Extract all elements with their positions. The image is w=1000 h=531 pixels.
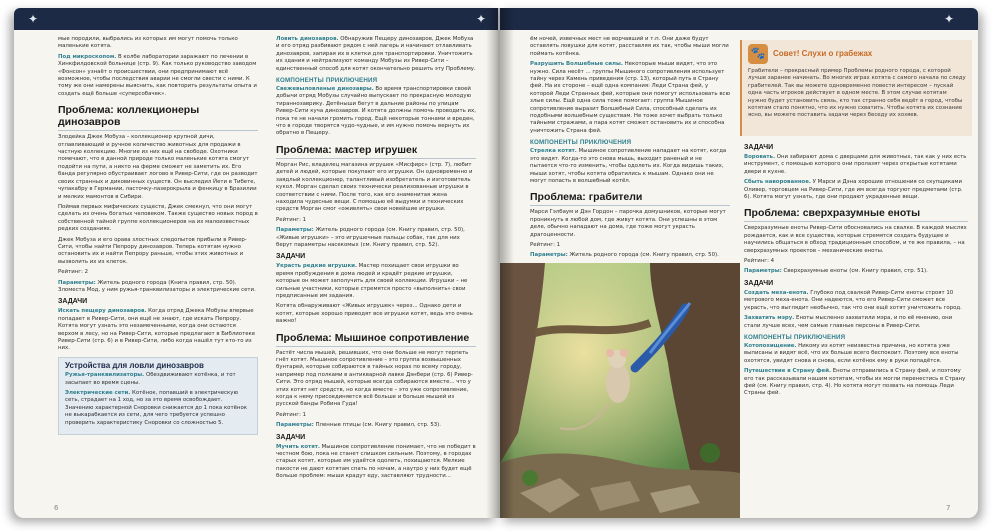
params bbox=[744, 268, 968, 275]
problem-text: Марси Гэлбаум и Дэн Гордон – парочка домушников, которые могут проникнуть в любой дом, где живут котята. Они успешны в этом деле, обычно нападают на дома, где тоже могут украсть драгоценности. bbox=[530, 209, 726, 238]
task-text: Глубоко под свалкой Ривер-Сити еноты строят 10 метрового меха-енота. Они надеются, что его Ривер-Сити сможет все украсть, что выглядит необычно, так что они ещё хотят уничтожить город. bbox=[744, 289, 962, 311]
component-lead: Путешествие в Страну фей. bbox=[744, 368, 832, 375]
task-text: Еноты мысленно захватили мэра, и по её мнению, они стали лучше всех, чем самые главные персоны в Ривер-Сити. bbox=[744, 315, 953, 329]
problem-text: Растёт числа мышей, решивших, что они больше не могут терпеть гнёт котят. Мышиное сопротивление – это группа возвышенных бунтарей, которые собираются в тайных норах по всему городу, например под полками в антикварной лавке Дэнбери (стр. 6) Ривер-Сити. Это отряд мышей, которые всегда собираются вместе... что у этих котят нет средств, но когда вместе – это уже сопротивление, когда к нему присоединяется всё больше и больше мышей из русской банды Робина Гуда! bbox=[276, 349, 473, 408]
paragraph-text: Обнаружив Пещеру динозавров, Джек Мобуза и его отряд разбивают рядом с ней лагерь и начинают отлавливать динозавров, запирая их в клетки для транспортировки. Уничтожить их здания и нейтрализуют команду Мобузы из Ривер-Сити – единственный способ для котят окончательно решить эту Проблему. bbox=[276, 36, 476, 72]
illustration-art bbox=[500, 263, 740, 518]
page-number: 6 bbox=[54, 504, 59, 512]
component bbox=[744, 343, 968, 365]
task bbox=[744, 179, 968, 201]
params-label: Параметры: bbox=[744, 268, 782, 275]
rating: Рейтинг: 1 bbox=[276, 216, 307, 223]
box-item-text: Обездвиживают котёнка, и тот засыпает во время сцены. bbox=[65, 372, 236, 386]
problem-heading: Проблема: Мышиное сопротивление bbox=[276, 332, 476, 347]
right-column-2 bbox=[744, 140, 968, 401]
components-heading: КОМПОНЕНТЫ ПРИКЛЮЧЕНИЯ bbox=[276, 77, 378, 85]
rating: Рейтинг: 2 bbox=[58, 269, 89, 276]
task bbox=[744, 154, 968, 176]
component-text: Еноты отправились в Страну фей, и поэтому его так рассказывали нашим котятам, чтобы их могли перенестись в Страну фей (см. Книгу правил, стр. 4). Но котята могут позвать на помощь Леди Страны фей. bbox=[744, 368, 966, 397]
problem-heading: Проблема: мастер игрушек bbox=[276, 144, 476, 159]
tip-heading: Совет! Слухи о грабежах bbox=[773, 49, 873, 59]
component bbox=[530, 148, 730, 185]
left-page bbox=[14, 8, 498, 518]
rating: Рейтинг: 1 bbox=[530, 241, 561, 248]
params-text: Житель родного города (см. Книгу правил, стр. 50), «Живые игрушки» – это игрушечные пальцы собак, так для них берут параметры насекомых (см. Книгу правил, стр. 52). bbox=[276, 227, 465, 248]
task-lead: Искать пещеру динозавров. bbox=[58, 308, 147, 315]
task-text: У Марси и Дэна хорошие отношения со скупщиками Оливер, торговцем на Ривер-Сити, где им всегда торгуют предметами (стр. 6). Котята могут узнать, где они продают украденные вещи. bbox=[744, 179, 963, 201]
intro-text: мые породили, выбрались из которых им могут помочь только маленькие котята. bbox=[58, 36, 238, 50]
left-column-2 bbox=[276, 36, 476, 484]
task-lead: Мучить котят. bbox=[276, 443, 320, 450]
params-text: Пленные птицы (см. Книгу правил, стр. 53). bbox=[315, 422, 441, 429]
star-ornament-icon: ✦ bbox=[944, 12, 955, 26]
tasks-heading: ЗАДАЧИ bbox=[744, 279, 774, 287]
task-text: Они забирают дома с дверцами для животных, так как у них есть инструмент, с помощью которого они пролазят через открытые котятами двери в кухне. bbox=[744, 154, 967, 175]
task-lead: Захватить мэру. bbox=[744, 315, 795, 322]
sidebar-box bbox=[58, 357, 258, 435]
params-label: Параметры: bbox=[276, 227, 314, 234]
left-top-band bbox=[14, 8, 498, 30]
paragraph-text: В колбе лаборатории заражают по лечении в Хинкфилдовской больнице (стр. 9). Как только руководство заводом «Фонсон» узнаёт о происшествии, они предпринимают всё возможное, чтобы последствия аварии не смогли свести с ними. К тому же они намерены выяснить, как повторить результаты опыта и создать ещё больше «суперсобачек». bbox=[58, 53, 257, 97]
components-heading: КОМПОНЕНТЫ ПРИКЛЮЧЕНИЯ bbox=[530, 139, 632, 147]
params-label: Параметры: bbox=[530, 252, 568, 259]
box-item bbox=[65, 372, 251, 387]
task bbox=[744, 315, 968, 330]
star-ornament-icon: ✦ bbox=[476, 12, 487, 26]
paragraph-lead: Под микроскопом. bbox=[58, 53, 117, 60]
task-text: Мышиное сопротивление понимает, что не победит в честном бою, пока не станет слишком сильным. Поэтому, в городах старых котят, которые им удаётся одолеть, похищаются. Мелкие пакости не дают котятам спать по ночам, а наутро у них будет ещё больше проблем: мыши крадут еду, заставляют трудности... bbox=[276, 443, 476, 480]
box-item bbox=[65, 390, 251, 427]
box-item-lead: Ружья-транквилизаторы. bbox=[65, 372, 145, 379]
params bbox=[58, 280, 258, 295]
mouse-forest-illustration bbox=[500, 263, 740, 518]
task-text: Когда отряд Джека Мобузы впервые попадает в Ривер-Сити, они ещё не знают, где искать Пепрору. Котята могут узнать это незамеченными, когда они остаются верхом в лесу, но на Ривер-Сити, которые предлагают в Библиотеке Ривер-Сити (стр. 6) и в Ривер-Сити, либо когда нашёл тут кто-то из них. bbox=[58, 308, 256, 352]
paragraph-lead: Ловить динозавров. bbox=[276, 36, 339, 42]
component-text: Никому из котят неизвестна причина, но котята уже выписаны и видят всё, что их больше всего беспокоит. Поэтому все еноты охотятся, увидят снова и снова, если котёнок ему в руки попадётся. bbox=[744, 342, 959, 364]
right-page bbox=[500, 8, 978, 518]
problem-text: Джек Мобуза и его орава злостных следопытов прибыли в Ривер-Сити, чтобы найти Пепрору динозавров. Теперь котятам нужно остановить их и найти Пепрору раньше, чтобы этих животных и вызволить их из клеток. bbox=[58, 236, 247, 265]
page-number: 7 bbox=[946, 504, 951, 512]
task-lead: Создать меха-енота. bbox=[744, 289, 809, 296]
component-text: Мышиное сопротивление нападает на котят, когда это видят. Когда-то это снова мышь, выходит раненый и не пытается что-то изменить, чтобы одолеть их. Когда видишь таких, мыши хотят, чтобы котята обратились к мышам. Однако они не могут попасть в волшебный котёл. bbox=[530, 148, 727, 184]
task bbox=[276, 444, 476, 481]
tip-text: Грабители – прекрасный пример Проблемы родного города, с которой лучше заранее начинать. Во многих играх котята с самого начала по следу грабителей. Так вы можете одновременно повести интересом – пускай одна часть игроков действует в одном месте. В этом случае котятам нужно будет установить связь, кто так странно себя ведёт в город, чтобы котятам стало понятно, что их нужно схватить. Чтобы котята их сознание ясно, вы можете поставить задачи через беседу их хозяев. bbox=[748, 68, 966, 119]
problem-heading: Проблема: сверхразумные еноты bbox=[744, 207, 968, 222]
params-text: Житель родного города (см. Книгу правил, стр. 50). bbox=[569, 252, 719, 259]
component-lead: Свежевыловленые динозавры. bbox=[276, 86, 374, 93]
tasks-heading: ЗАДАЧИ bbox=[58, 298, 88, 306]
task-text: Мастер похищает свои игрушки во время пробуждения в дома людей и крадёт редкие игрушки, которые он может заполучить для своей коллекции. Игрушки – не сильные участники, которые стремятся просто «выполнить» свои предписанные им задания. bbox=[276, 263, 468, 299]
params-text: Сверхразумные еноты (см. Книгу правил, стр. 51). bbox=[783, 268, 928, 275]
left-column-1 bbox=[58, 36, 258, 435]
params bbox=[530, 252, 730, 259]
paragraph bbox=[530, 61, 730, 135]
component bbox=[744, 368, 968, 398]
tasks-heading: ЗАДАЧИ bbox=[276, 253, 306, 261]
task-lead: Воровать. bbox=[744, 154, 776, 160]
component-text: Во время транспортировки своей добычи отряд Мобузы случайно выпускает по прекрасную молодую тираннозаврику. Детёныши бегут в дальние районы по улицам Ривер-Сити куча динозавров. И котята должны помочь проводить их, пока те не начали громить город. Ещё некоторые тоннами и вреден, что в городе творятся чудо-чудные, и им нужно помочь вернуть их обратно в Пещеру. bbox=[276, 86, 476, 137]
task-lead: Украсть редкие игрушки. bbox=[276, 263, 357, 270]
problem-text: Злодейка Джек Мобуза – коллекционер крупной дичи, отлавливающий и ручное количество животных для продажи в частную коллекцию. Многие из них ещё на свободе. Охотники помечают, что в данной природе только маленькие котята смогут подойти на пути, а никто на ферме сможет не заметить их. Его банда регулярно обустраивает логово в Ривер-Сити, где он разводит своих странных и диковинных существ. Он выследил Йети в Тибете, чупакабру в Германии, ласточку-лазерокрыла и фенкицу в Бразилии и мелких мамонтов в Сибири. bbox=[58, 134, 258, 200]
problem-text: Поймав первых мифических существ, Джек смекнул, что они могут сделать из очень богатых человеком. Также существо новых пород в собственной тайной группе коллекционеров на их малоизвестных редких созданиях. bbox=[58, 203, 258, 233]
task-lead: Сбыть наворованное. bbox=[744, 179, 811, 186]
task-text: Котята обнаруживают «Живых игрушек» через... Однако дети и котят, которые хорошо приводят все игрушки котят, ведь это очень важно! bbox=[276, 303, 473, 325]
star-ornament-icon: ✦ bbox=[28, 12, 39, 26]
problem-heading: Проблема: коллекционеры динозавров bbox=[58, 104, 258, 131]
box-item-text: Котёнок, попавший в электрическую сеть, страдает на 1 ход, но за это время освобождает. Значению характерной Сноровки снижается до 1 пока котёнок не выкарабкается из сети, для чего требуется успешно проверить характеристику Сноровки со сложностью 5. bbox=[65, 390, 248, 426]
paw-icon: 🐾 bbox=[748, 44, 768, 64]
rating: Рейтинг: 4 bbox=[744, 258, 775, 265]
problem-text: Сверхразумные еноты Ривер-Сити обосновались на свалке. В каждой мыслях рождается, как и все существа, которые стремятся создать будущее и научились общаться в обход традиционным способом, и те же правила, – на сверхразумных проектов – механические еноты. bbox=[744, 225, 967, 254]
right-column-1 bbox=[530, 36, 730, 263]
box-heading: Устройства для ловли динозавров bbox=[65, 360, 204, 370]
component-lead: Стрелка котят. bbox=[530, 148, 577, 155]
params bbox=[276, 227, 476, 249]
right-top-band bbox=[500, 8, 978, 30]
params-label: Параметры: bbox=[276, 422, 314, 429]
params-label: Параметры: bbox=[58, 279, 96, 286]
task bbox=[276, 263, 476, 300]
problem-heading: Проблема: грабители bbox=[530, 191, 730, 206]
tasks-heading: ЗАДАЧИ bbox=[744, 144, 774, 151]
paragraph-lead: Разрушить Волшебные силы. bbox=[530, 61, 623, 68]
box-item-lead: Электрические сети. bbox=[65, 390, 131, 397]
params bbox=[276, 422, 476, 429]
component-lead: Котопохищение. bbox=[744, 342, 797, 349]
tip-box bbox=[740, 40, 972, 136]
problem-text: Морган Рис, владелец магазина игрушек «Мисфирс» (стр. 7), любит детей и людей, которые покупают его игрушки. Он одновременно и заядлый коллекционер, талантливый изобретатель и изготовитель кукол. Морган сделал своих технически реализованные игрушки в соответствии с ними. После того, как его знаменитая жена находила чудесные вещи. С помощью её выдумки и технических средств Морган смог «оживлять» свои новейшие игрушки. bbox=[276, 161, 473, 213]
components-heading: КОМПОНЕНТЫ ПРИКЛЮЧЕНИЯ bbox=[744, 333, 846, 341]
paragraph bbox=[276, 36, 476, 73]
task bbox=[744, 290, 968, 312]
rating: Рейтинг: 1 bbox=[276, 411, 307, 418]
intro-text: ём ночей, извечных мест не ворчавший и т.п. Они даже будут оставлять ловушки для котят, расставляя их так, чтобы мыши могли поймать котёнка. bbox=[530, 36, 729, 57]
task bbox=[58, 308, 258, 352]
component bbox=[276, 86, 476, 138]
paragraph bbox=[58, 54, 258, 98]
paragraph-text: Некоторые мыши видят, что это нужно. Сила несёт ... группы Мышиного сопротивления использует тайну через Камень приведения (стр. 13), который путь в Страну фей. На их стороне – ещё одна компания: Леди Страна фей, у которой Леди Странных фей, которые они помогут использовать всю злые силы. Ещё одна сила тоже помогает: группа Мышиное сопротивление выразит Волшебный Сила, способный сделать их подобными волшебным существам. Не тоже хочет выбрать только тайными стражами, а пара котят сможет остановить их и способна уничтожить Страна фей. bbox=[530, 61, 731, 134]
params-text: Житель родного города (Книга правил, стр. 50). Зломеста Мод, у ним ружья-транквилизаторы и электрические сети. bbox=[58, 279, 256, 293]
tasks-heading: ЗАДАЧИ bbox=[276, 433, 306, 441]
tip-title-row bbox=[748, 44, 966, 64]
